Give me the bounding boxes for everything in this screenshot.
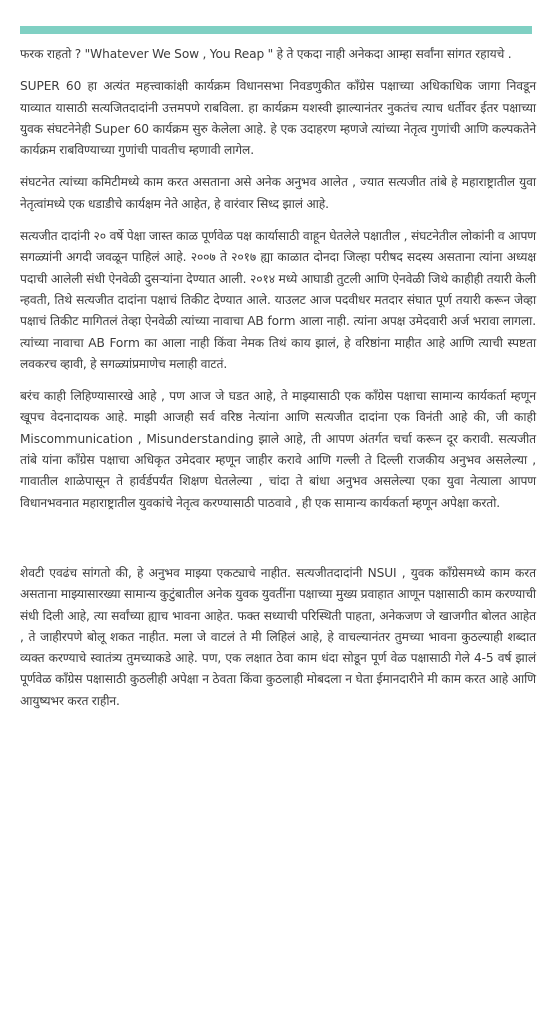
paragraph-2: SUPER 60 हा अत्यंत महत्त्वाकांक्षी कार्यक्रम विधानसभा निवडणुकीत काँग्रेस पक्षाच्या अधिकाधिक जागा निवडून याव्यात यासाठी सत्यजितदादांनी उत्तमपणे राबविला. हा कार्यक्रम यशस्वी झाल्यानंतर नुकतंच त्याच धर्तीवर ईतर पक्षाच्या युवक संघटनेनेही Super 60 कार्यक्रम सुरु केलेला आहे. हे एक उदाहरण म्हणजे त्यांच्या नेतृत्व गुणांची आणि कल्पकतेने कार्यक्रम राबविण्याच्या गुणांची पावतीच म्हणावी लागेल. bbox=[20, 79, 536, 158]
top-accent-bar bbox=[20, 26, 532, 34]
paragraph-5: बरंच काही लिहिण्यासारखे आहे , पण आज जे घडत आहे, ते माझ्यासाठी एक काँग्रेस पक्षाचा सामान्य कार्यकर्ता म्हणून खूपच वेदनादायक आहे. माझी आजही सर्व वरिष्ठ नेत्यांना आणि सत्यजीत दादांना एक विनंती आहे की, जी काही Miscommunication , Misunderstanding झाले आहे, ती आपण अंतर्गत चर्चा करून दूर करावी. सत्यजीत तांबे यांना काँग्रेस पक्षाचा अधिकृत उमेदवार म्हणून जाहीर करावे आणि गल्ली ते दिल्ली राजकीय अनुभव असलेल्या , गावातील शाळेपासून ते हार्वर्डपर्यंत शिक्षण घेतलेल्या , चांदा ते बांधा अनुभव असलेल्या एका युवा नेत्याला आपण विधानभवनात महाराष्ट्रातील युवकांचे नेतृत्व करण्यासाठी पाठवावे , ही एक सामान्य कार्यकर्ता म्हणून अपेक्षा करतो. bbox=[20, 389, 536, 510]
paragraph-1: फरक राहतो ? "Whatever We Sow , You Reap " हे ते एकदा नाही अनेकदा आम्हा सर्वांना सांगत रहायचे . bbox=[20, 47, 512, 61]
paragraph-6: शेवटी एवढंच सांगतो की, हे अनुभव माझ्या एकट्याचे नाहीत. सत्यजीतदादांनी NSUI , युवक काँग्रेसमध्ये काम करत असताना माझ्यासारख्या सामान्य कुटुंबातील अनेक युवक युवतींना पक्षाच्या मुख्य प्रवाहात आणून पक्षासाठी काम करण्याची संधी दिली आहे, त्या सर्वांच्या ह्याच भावना आहेत. फक्त सध्याची परिस्थिती पाहता, अनेकजण जे खाजगीत बोलत आहेत , ते जाहीरपणे बोलू शकत नाहीत. मला जे वाटलं ते मी लिहिलं आहे, हे वाचल्यानंतर तुमच्या भावना कुठल्याही शब्दात व्यक्त करण्याचे स्वातंत्र्य तुमच्याकडे आहे. पण, एक लक्षात ठेवा काम धंदा सोडून पूर्ण वेळ पक्षासाठी गेले 4-5 वर्ष झालं पूर्णवेळ काँग्रेस पक्षासाठी कुठलीही अपेक्षा न ठेवता किंवा कुठलाही मोबदला न घेता ईमानदारीने मी काम करत आहे आणि आयुष्यभर करत राहीन. bbox=[20, 565, 536, 708]
paragraph-3: संघटनेत त्यांच्या कमिटीमध्ये काम करत असताना असे अनेक अनुभव आलेत , ज्यात सत्यजीत तांबे हे महाराष्ट्रातील युवा नेतृत्वांमध्ये एक धडाडीचे कार्यक्षम नेते आहेत, हे वारंवार सिध्द झालं आहे. bbox=[20, 175, 536, 211]
document-body bbox=[20, 44, 536, 712]
paragraph-4: सत्यजीत दादांनी २० वर्षे पेक्षा जास्त काळ पूर्णवेळ पक्ष कार्यासाठी वाहून घेतलेले पक्षातील , संघटनेतील लोकांनी व आपण सगळ्यांनी अगदी जवळून पाहिलं आहे. २००७ ते २०१७ ह्या काळात दोनदा जिल्हा परीषद सदस्य असताना त्यांना अध्यक्ष पदाची आलेली संधी ऐनवेळी दुसऱ्यांना देण्यात आली. २०१४ मध्ये आघाडी तुटली आणि ऐनवेळी जिथे काहीही तयारी केली न्हवती, तिथे सत्यजीत दादांना पक्षाचं तिकीट देण्यात आले. याउलट आज पदवीधर मतदार संघात पूर्ण तयारी करून जेव्हा पक्षाचं तिकीट मागितलं तेव्हा ऐनवेळी त्यांच्या नावाचा AB form आला नाही. त्यांना अपक्ष उमेदवारी अर्ज भरावा लागला. त्यांच्या नावाचा AB Form का आला नाही किंवा नेमक तिथं काय झालं, हे वरिष्ठांना माहीत आहे आणि त्याची स्पष्टता लवकरच व्हावी, हे सगळ्यांप्रमाणेच मलाही वाटतं. bbox=[20, 229, 536, 371]
